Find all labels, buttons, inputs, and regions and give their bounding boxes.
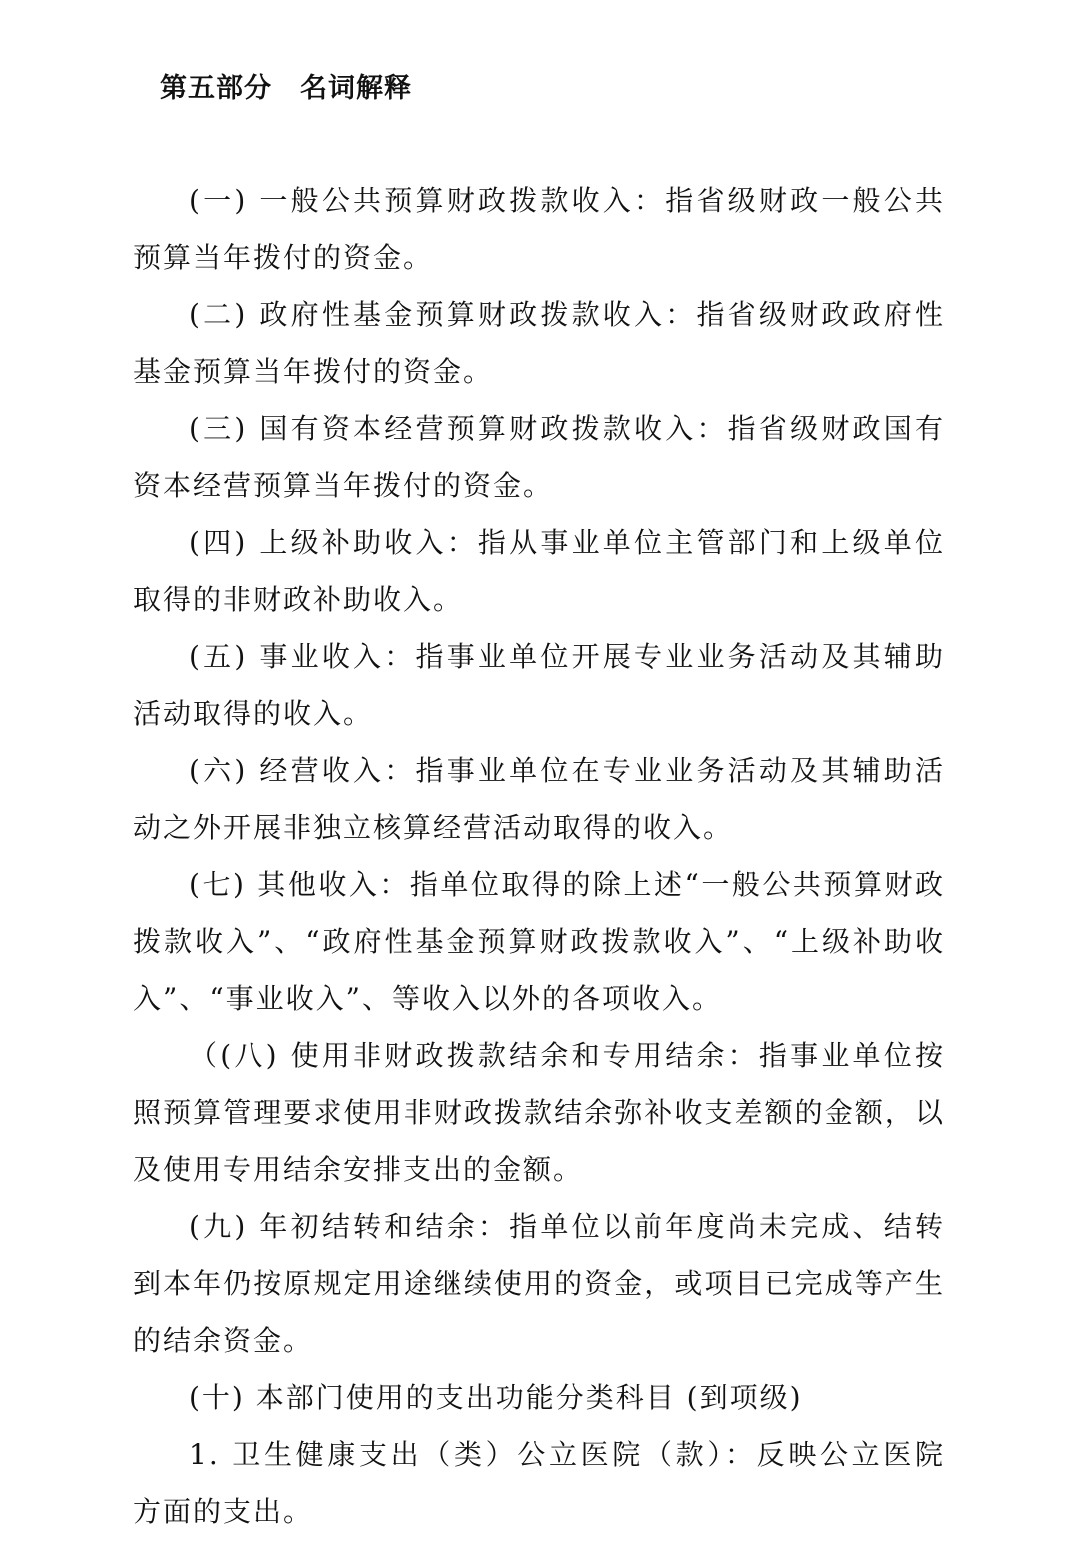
paragraph-10: (十) 本部门使用的支出功能分类科目 (到项级) <box>189 1381 803 1414</box>
paragraph-9: (九) 年初结转和结余：指单位以前年度尚未完成、结转到本年仍按原规定用途继续使用的资金，或项目已完成等产生的结余资金。 <box>133 1210 945 1357</box>
paragraph-4: (四) 上级补助收入：指从事业单位主管部门和上级单位取得的非财政补助收入。 <box>133 526 945 616</box>
paragraph-6: (六) 经营收入：指事业单位在专业业务活动及其辅助活动之外开展非独立核算经营活动取得的收入。 <box>133 754 945 844</box>
paragraph-11: 1. 卫生健康支出（类）公立医院（款）：反映公立医院 方面的支出。 <box>133 1438 945 1528</box>
section-heading: 第五部分 名词解释 <box>160 73 412 104</box>
document-body <box>133 172 945 1540</box>
paragraph-1: (一) 一般公共预算财政拨款收入：指省级财政一般公共预算当年拨付的资金。 <box>133 184 945 274</box>
paragraph-2: (二) 政府性基金预算财政拨款收入：指省级财政政府性基金预算当年拨付的资金。 <box>133 298 945 388</box>
paragraph-7: (七) 其他收入：指单位取得的除上述“一般公共预算财政拨款收入”、“政府性基金预算财政拨款收入”、“上级补助收入”、“事业收入”、等收入以外的各项收入。 <box>133 868 945 1015</box>
paragraph-3: (三) 国有资本经营预算财政拨款收入：指省级财政国有资本经营预算当年拨付的资金。 <box>133 412 945 502</box>
paragraph-8: （(八) 使用非财政拨款结余和专用结余：指事业单位按照预算管理要求使用非财政拨款结余弥补收支差额的金额，以及使用专用结余安排支出的金额。 <box>133 1039 945 1186</box>
paragraph-5: (五) 事业收入：指事业单位开展专业业务活动及其辅助活动取得的收入。 <box>133 640 945 730</box>
